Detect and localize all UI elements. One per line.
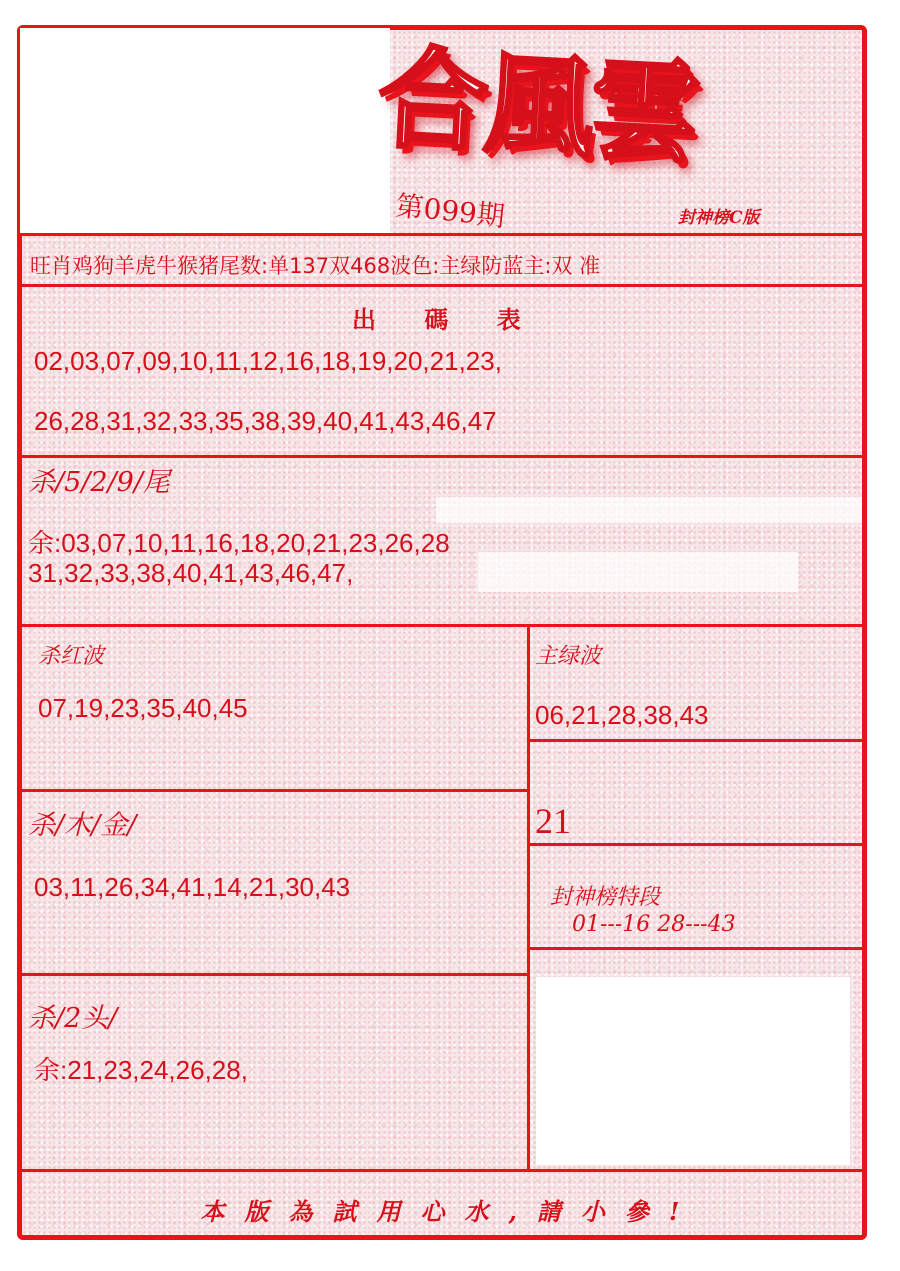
single-number: 21 — [535, 801, 571, 841]
sha-wei-label: 杀/5/2/9/尾 — [28, 467, 170, 498]
divider-right-2 — [527, 843, 865, 846]
sha-tou-numbers: 余:21,23,24,26,28, — [34, 1055, 248, 1085]
masked-strip-1 — [436, 497, 862, 523]
teduan-label: 封神榜特段 — [550, 885, 661, 910]
zhu-lvbo-label: 主绿波 — [535, 644, 602, 669]
divider-left-2 — [20, 973, 528, 976]
divider-right-1 — [527, 739, 865, 742]
sha-hongbo-numbers: 07,19,23,35,40,45 — [38, 693, 248, 723]
divider-right-3 — [527, 947, 865, 950]
divider-left-1 — [20, 789, 528, 792]
sha-wuxing-label: 杀/木/金/ — [28, 810, 137, 841]
issue-number: 第099期 — [394, 188, 507, 234]
divider-shawei — [20, 624, 865, 627]
info-line: 旺肖鸡狗羊虎牛猴猪尾数:单137双468波色:主绿防蓝主:双 准 — [30, 254, 601, 278]
sha-wei-row-2: 31,32,33,38,40,41,43,46,47, — [28, 558, 354, 588]
footer-note: 本版為試用心水,請小參! — [200, 1197, 700, 1226]
masked-strip-2 — [478, 552, 798, 592]
sha-wei-row-1: 余:03,07,10,11,16,18,20,21,23,26,28 — [28, 528, 450, 558]
chuma-title: 出 碼 表 — [352, 305, 541, 334]
masked-side-box — [536, 977, 850, 1165]
page-title: 合風雲 — [374, 32, 700, 179]
divider-footer — [20, 1169, 865, 1172]
teduan-numbers: 01---16 28---43 — [572, 912, 736, 937]
edition-label: 封神榜C版 — [678, 208, 760, 228]
divider-header — [20, 233, 865, 236]
chuma-row-1: 02,03,07,09,10,11,12,16,18,19,20,21,23, — [34, 346, 502, 376]
sha-hongbo-label: 杀红波 — [38, 644, 105, 669]
divider-column — [527, 624, 530, 1172]
sha-tou-label: 杀/2头/ — [28, 1003, 118, 1034]
sha-wuxing-numbers: 03,11,26,34,41,14,21,30,43 — [34, 872, 351, 902]
chuma-row-2: 26,28,31,32,33,35,38,39,40,41,43,46,47 — [34, 406, 497, 436]
zhu-lvbo-numbers: 06,21,28,38,43 — [535, 700, 709, 730]
divider-info — [20, 284, 865, 287]
masked-logo-area — [20, 28, 390, 233]
divider-chuma — [20, 455, 865, 458]
